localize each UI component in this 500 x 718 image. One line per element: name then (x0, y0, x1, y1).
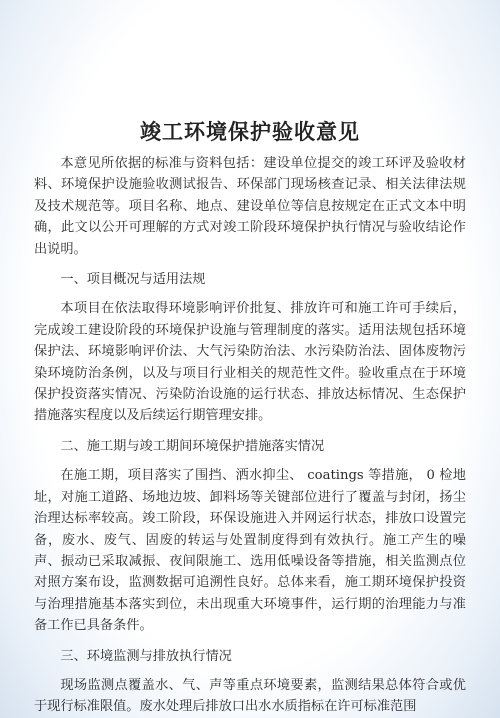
document-title: 竣工环境保护验收意见 (140, 120, 360, 144)
section3-heading: 三、环境监测与排放执行情况 (60, 648, 232, 664)
section2-heading: 二、施工期与竣工期间环境保护措施落实情况 (60, 438, 325, 454)
intro-paragraph: 本意见所依据的标准与资料包括：建设单位提交的竣工环评及验收材料、环境保护设施验收测试报告、环保部门现场核查记录、相关法律法规及技术规范等。项目名称、地点、建设单位等信息按规定在正式文本中明确，此文以公开可理解的方式对竣工阶段环境保护执行情况与验收结论作出说明。 (34, 156, 466, 257)
section2-paragraph: 在施工期，项目落实了围挡、洒水抑尘、 coatings 等措施， 0 检地址，对施工道路、场地边坡、卸料场等关键部位进行了覆盖与封闭，扬尘治理达标率较高。竣工阶段，环保设施进入并网运行状态，排放口设置完备，废水、废气、固废的转运与处置制度得到有效执行。施工产生的噪声、振动已采取减振、夜间限施工、选用低噪设备等措施，相关监测点位对照方案布设，监测数据可追溯性良好。总体来看，施工期环境保护投资与治理措施基本落实到位，未出现重大环境事件，运行期的治理能力与准备工作已具备条件。 (34, 468, 466, 634)
section3-paragraph: 现场监测点覆盖水、气、声等重点环境要素，监测结果总体符合或优于现行标准限值。废水处理后排放口出水水质指标在许可标准范围 (34, 677, 466, 715)
document-body (34, 153, 466, 718)
section1-heading: 一、项目概况与适用法规 (60, 272, 206, 288)
section1-paragraph: 本项目在依法取得环境影响评价批复、排放许可和施工许可手续后，完成竣工建设阶段的环境保护设施与管理制度的落实。适用法规包括环境保护法、环境影响评价法、大气污染防治法、水污染防治法、固体废物污染环境防治条例，以及与项目行业相关的规范性文件。验收重点在于环境保护投资落实情况、污染防治设施的运行状态、排放达标情况、生态保护措施落实程度以及后续运行期管理安排。 (34, 301, 466, 424)
